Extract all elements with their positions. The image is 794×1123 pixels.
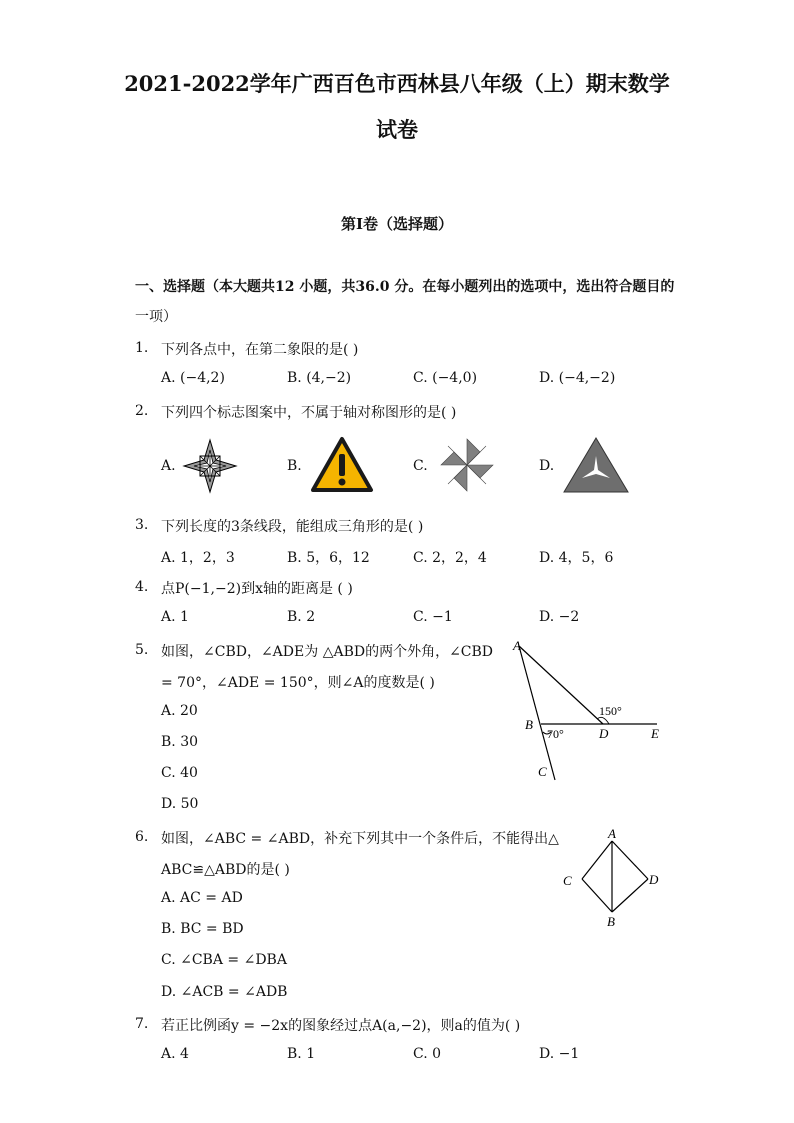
- question-number: 6.: [135, 829, 149, 845]
- question-number: 5.: [135, 642, 149, 658]
- option-b: B. BC = BD: [161, 921, 244, 937]
- triangle-logo-icon: [562, 436, 630, 494]
- option-d: D. −1: [539, 1046, 580, 1062]
- question-text: 若正比例函y = −2x的图象经过点A(a,−2)，则a的值为( ): [161, 1018, 521, 1034]
- question-number: 2.: [135, 403, 149, 419]
- option-c: C. 40: [161, 765, 198, 781]
- option-d: D. (−4,−2): [539, 370, 616, 386]
- exam-title-line2: 试卷: [376, 117, 418, 142]
- point-label-b: B: [525, 717, 533, 732]
- option-a: A. 1: [161, 609, 189, 625]
- triangle-figure-q5: [505, 636, 675, 786]
- option-d: D. ∠ACB = ∠ADB: [161, 984, 288, 1000]
- option-d: D.: [539, 458, 555, 474]
- question-text-line2: ABC≌△ABD的是( ): [161, 862, 290, 878]
- option-c: C. 2，2，4: [413, 550, 487, 566]
- angle-label-70: 70°: [547, 727, 564, 741]
- option-a: A. 4: [161, 1046, 189, 1062]
- option-c: C. −1: [413, 609, 453, 625]
- part-heading-line1: 一、选择题（本大题共12 小题，共36.0 分。在每小题列出的选项中，选出符合题目的: [135, 279, 675, 295]
- question-text-line1: 如图，∠CBD，∠ADE为 △ABD的两个外角，∠CBD: [161, 644, 494, 660]
- option-a: A. (−4,2): [161, 370, 225, 386]
- warning-sign-icon: [310, 436, 374, 494]
- exam-title-line1: 2021-2022学年广西百色市西林县八年级（上）期末数学: [124, 71, 670, 96]
- point-label-a: A: [513, 638, 521, 653]
- option-b: B.: [287, 458, 302, 474]
- angle-label-150: 150°: [599, 704, 622, 718]
- option-c: C. ∠CBA = ∠DBA: [161, 952, 287, 968]
- part-heading-line2: 一项）: [135, 309, 177, 325]
- option-a: A. 1，2，3: [161, 550, 235, 566]
- option-d: D. 50: [161, 796, 199, 812]
- section-title: 第I卷（选择题）: [340, 215, 454, 233]
- option-b: B. 2: [287, 609, 316, 625]
- point-label-a: A: [608, 826, 616, 841]
- option-c: C.: [413, 458, 428, 474]
- question-text: 下列四个标志图案中，不属于轴对称图形的是( ): [161, 405, 457, 421]
- point-label-c: C: [563, 873, 572, 888]
- question-text-line1: 如图，∠ABC = ∠ABD，补充下列其中一个条件后，不能得出△: [161, 831, 559, 847]
- point-label-c: C: [538, 764, 547, 779]
- question-text: 点P(−1,−2)到x轴的距离是 ( ): [161, 581, 353, 597]
- compass-star-icon: [182, 438, 238, 494]
- option-b: B. (4,−2): [287, 370, 352, 386]
- point-label-b: B: [607, 914, 615, 929]
- question-text: 下列长度的3条线段，能组成三角形的是( ): [161, 519, 424, 535]
- option-d: D. −2: [539, 609, 580, 625]
- question-number: 1.: [135, 340, 149, 356]
- question-number: 4.: [135, 579, 149, 595]
- option-a: A. AC = AD: [161, 890, 243, 906]
- question-number: 3.: [135, 517, 149, 533]
- option-b: B. 30: [161, 734, 199, 750]
- question-number: 7.: [135, 1016, 149, 1032]
- question-text: 下列各点中，在第二象限的是( ): [161, 342, 359, 358]
- point-label-d: D: [649, 872, 659, 887]
- option-b: B. 5，6，12: [287, 550, 370, 566]
- option-c: C. 0: [413, 1046, 442, 1062]
- option-d: D. 4，5，6: [539, 550, 614, 566]
- point-label-d: D: [599, 726, 609, 741]
- question-text-line2: = 70°，∠ADE = 150°，则∠A的度数是( ): [161, 675, 435, 691]
- option-b: B. 1: [287, 1046, 316, 1062]
- pinwheel-icon: [436, 436, 498, 494]
- option-a: A.: [161, 458, 176, 474]
- point-label-e: E: [651, 726, 659, 741]
- kite-figure-q6: [558, 824, 668, 930]
- option-c: C. (−4,0): [413, 370, 478, 386]
- option-a: A. 20: [161, 703, 198, 719]
